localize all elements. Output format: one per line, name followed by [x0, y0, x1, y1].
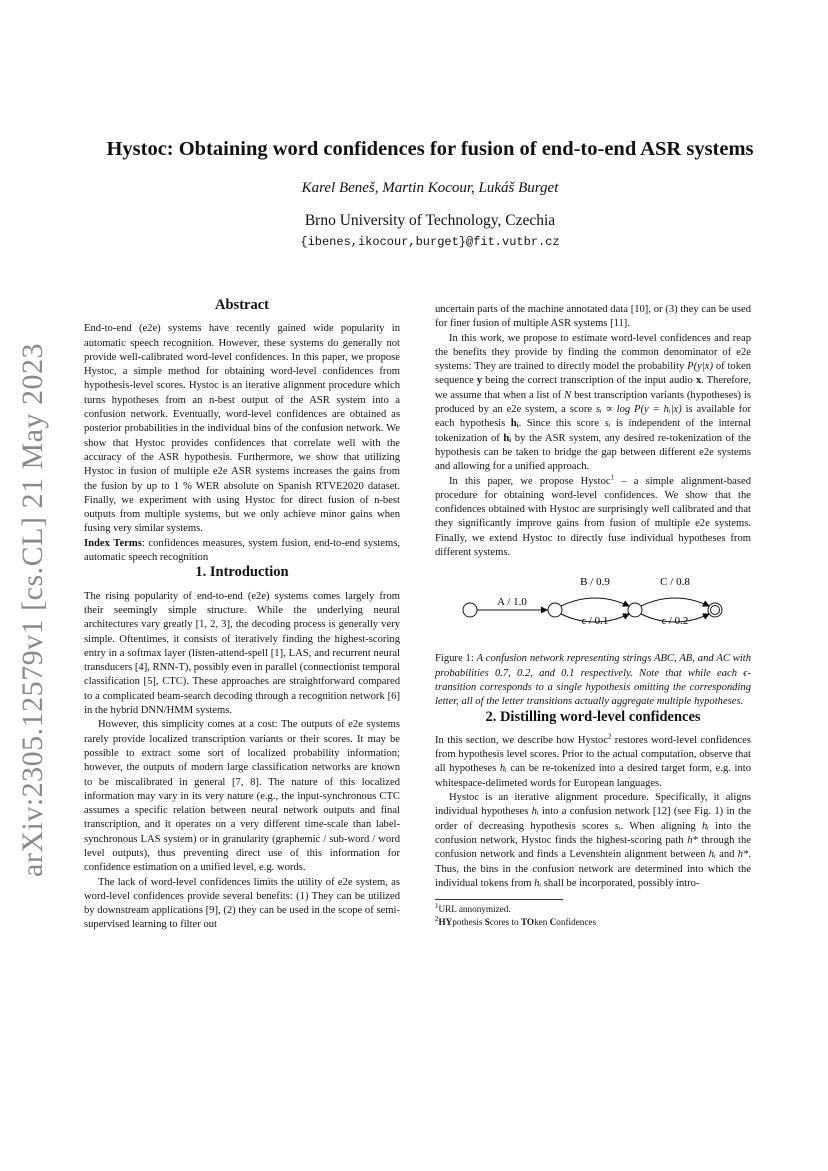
figure-caption-text: A confusion network representing strings ABC, AB, and AC with probabilities 0.7, 0.2, and 0.1 respectively. Note that while each ϵ-transition corresponds to a single hypothesis omitting the corresponding letter, all of the letter transitions actually aggregate multiple hypotheses. [435, 653, 751, 708]
paper-authors: Karel Beneš, Martin Kocour, Lukáš Burget [301, 180, 559, 196]
cn-label-a: A / 1.0 [497, 596, 527, 609]
cn-edge-b [561, 598, 629, 606]
abstract-heading: Abstract [215, 297, 269, 313]
intro-paragraph-1: The rising popularity of end-to-end (e2e) systems comes largely from their seemingly simple structure. While the underlying neural architectures vary greatly [1, 2, 3], the decoding process is generally very simple. Oftentimes, it consists of iteratively finding the highest-scoring entry in a softmax layer (listen-attend-spell [1], LAS, and recurrent neural transducers [4], RNN-T), possibly even in parallel (connectionist temporal classification [5], CTC). These approaches are straightforward compared to a complicated beam-search decoding through a recognition network [6] in the hybrid DNN/HMM systems. [84, 590, 400, 717]
cn-node-final-inner [711, 606, 720, 615]
footnote-2: $^2$HYpothesis Scores to TOken Confidences [435, 915, 597, 928]
index-terms-label: Index Terms [84, 537, 142, 549]
intro-paragraph-5: In this paper, we propose Hystoc$^1$ – a simple alignment-based procedure for obtaining word-level confidences. We show that the confidences obtained with Hystoc are surprisingly well calibrated and that they significantly improve gains from fusion of multiple e2e systems. Finally, we extend Hystoc to directly fuse individual hypotheses from different systems. [435, 473, 751, 559]
section-2-paragraph-1: In this section, we describe how Hystoc$^2$ restores word-level confidences from hypothesis level scores. Prior to the actual computation, observe that all hypotheses hᵢ can be re-tokenized into a desired target form, e.g. into whitespace-delimeted words for European languages. [435, 732, 752, 789]
figure-caption-label: Figure 1: [435, 653, 477, 665]
section-2-heading: 2. Distilling word-level confidences [485, 708, 701, 725]
cn-label-b: B / 0.9 [580, 576, 610, 589]
index-terms [84, 537, 400, 566]
right-column [435, 303, 751, 929]
cn-node-start [463, 603, 477, 617]
footnote-rule [435, 899, 563, 900]
cn-label-eps2: ϵ / 0.2 [661, 615, 689, 628]
cn-node-3 [628, 603, 642, 617]
cn-edge-c [641, 598, 709, 606]
intro-paragraph-4: In this work, we propose to estimate word-level confidences and reap the benefits they provide by finding the common denominator of e2e systems: They are trained to directly model the probability P(y|x) of token sequence y being the correct transcription of the input audio x. Therefore, we assume that when a list of N best transcription variants (hypotheses) is produced by an e2e system, a score sᵢ ∝ log P(y = hᵢ|x) is available for each hypothesis hᵢ. Since this score sᵢ is independent of the internal tokenization of hᵢ by the ASR system, any desired re-tokenization of the hypothesis can be taken to bridge the gap between different e2e systems and allowing for a unified approach. [435, 332, 751, 473]
confusion-network-figure [435, 572, 751, 638]
abstract-text: End-to-end (e2e) systems have recently gained wide popularity in automatic speech recognition. However, these systems do generally not provide well-calibrated word-level confidences. In this paper, we propose Hystoc, a simple method for obtaining word-level confidences from hypothesis-level scores. Hystoc is an iterative alignment procedure which turns hypotheses from an n-best output of the ASR system into a confusion network. Eventually, word-level confidences are obtained as posterior probabilities in the individual bins of the confusion network. We show that Hystoc provides confidences that correlate well with the accuracy of the ASR hypothesis. Furthermore, we show that utilizing Hystoc in fusion of multiple e2e ASR systems increases the gains from the fusion by up to 1 % WER absolute on Spanish RTVE2020 dataset. Finally, we experiment with using Hystoc for direct fusion of n-best outputs from multiple systems, but we only achieve minor gains when fusing very similar systems. [84, 323, 400, 535]
intro-heading: 1. Introduction [195, 564, 289, 581]
left-column [84, 298, 400, 933]
cn-label-eps1: ϵ / 0.1 [581, 615, 609, 628]
affiliation: Brno University of Technology, Czechia [304, 212, 556, 229]
section-2-paragraph-2: Hystoc is an iterative alignment procedure. Specifically, it aligns individual hypotheses hᵢ into a confusion network [12] (see Fig. 1) in the order of decreasing hypothesis scores sᵢ. When aligning hᵢ into the confusion network, Hystoc finds the highest-scoring path h* through the confusion network and finds a Levenshtein alignment between hᵢ and h*. Thus, the bins in the confusion network are determined into which the individual tokens from hᵢ shall be incorporated, possibly intro- [435, 792, 751, 889]
cn-label-c: C / 0.8 [660, 576, 690, 589]
index-terms-text: : confidences measures, system fusion, end-to-end systems, automatic speech recognition [84, 537, 401, 564]
intro-paragraph-3: The lack of word-level confidences limits the utility of e2e system, as word-level confidences provide several benefits: (1) They can be utilized by downstream applications [9], (2) they can be used in the scope of semi-supervised learning to filter out [84, 876, 400, 931]
intro-continued-paragraph: uncertain parts of the machine annotated data [10], or (3) they can be used for finer fusion of multiple ASR systems [11]. [435, 304, 751, 330]
confusion-network-diagram [455, 572, 735, 638]
footnote-1: $^1$URL annonymized. [435, 902, 511, 915]
arxiv-id-text: arXiv:2305.12579v1 [cs.CL] 21 May 2023 [16, 343, 49, 877]
author-emails: {ibenes,ikocour,burget}@fit.vutbr.cz [300, 235, 560, 249]
paper-title: Hystoc: Obtaining word confidences for fusion of end-to-end ASR systems [106, 138, 754, 160]
cn-node-2 [548, 603, 562, 617]
footnotes [435, 899, 751, 929]
figure-caption [435, 652, 751, 709]
arxiv-identifier [12, 343, 54, 877]
intro-paragraph-2: However, this simplicity comes at a cost: The outputs of e2e systems rarely provide localized transcription variants or their scores. It may be possible to extract some sort of localized probability information; however, the outputs of modern large classification networks are known to be miscalibrated in general [7, 8]. The nature of this localized information may vary in its very nature (e.g., the input-synchronous CTC assumes a specific relation between neural network outputs and final transcription, and it operates on a very different time-scale than label-synchronous LAS system) or in granularity (graphemic / sub-word / word level outputs), thus preventing direct use of this information for confidence estimation on a unified level, e.g. words. [84, 719, 400, 874]
